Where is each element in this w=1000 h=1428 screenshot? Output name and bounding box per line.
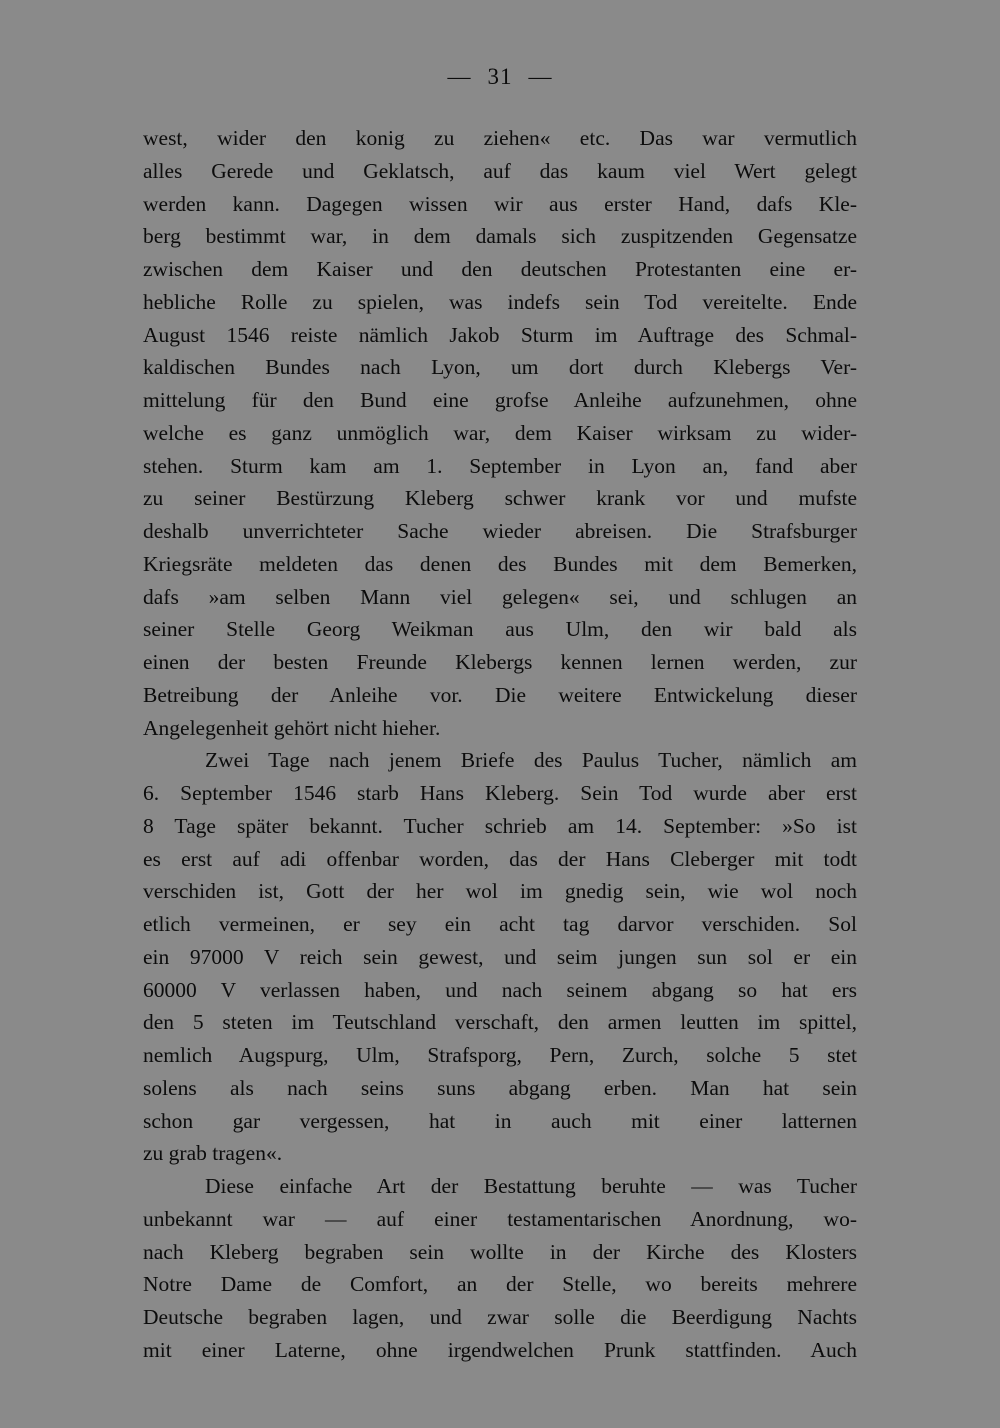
text-line: ein 97000 V reich sein gewest, und seim jungen sun sol er ein: [143, 944, 857, 969]
text-line: Angelegenheit gehört nicht hieher.: [143, 715, 441, 740]
text-line: mittelung für den Bund eine grofse Anleihe aufzunehmen, ohne: [143, 388, 857, 412]
text-line: Zwei Tage nach jenem Briefe des Paulus Tucher, nämlich am: [205, 748, 857, 773]
text-line: August 1546 reiste nämlich Jakob Sturm im Auftrage des Schmal-: [143, 322, 857, 347]
text-line: Notre Dame de Comfort, an der Stelle, wo bereits mehrere: [143, 1272, 857, 1297]
text-line: es erst auf adi offenbar worden, das der Hans Cleberger mit todt: [143, 846, 857, 871]
text-line: dafs »am selben Mann viel gelegen« sei, und schlugen an: [143, 584, 857, 609]
text-line: den 5 steten im Teutschland verschaft, den armen leutten im spittel,: [143, 1010, 857, 1035]
text-line: unbekannt war — auf einer testamentarischen Anordnung, wo-: [143, 1206, 857, 1231]
text-line: 60000 V verlassen haben, und nach seinem abgang so hat ers: [143, 977, 857, 1002]
text-line: etlich vermeinen, er sey ein acht tag darvor verschiden. Sol: [143, 912, 857, 936]
text-line: schon gar vergessen, hat in auch mit einer latternen: [143, 1108, 857, 1133]
text-line: werden kann. Dagegen wissen wir aus erster Hand, dafs Kle-: [143, 191, 857, 216]
text-line: west, wider den konig zu ziehen« etc. Das war vermutlich: [143, 126, 857, 150]
text-line: nemlich Augspurg, Ulm, Strafsporg, Pern, Zurch, solche 5 stet: [143, 1043, 857, 1067]
page-number-value: 31: [487, 64, 513, 89]
text-line: verschiden ist, Gott der her wol im gnedig sein, wie wol noch: [143, 879, 857, 904]
page-number-left-dash: —: [447, 64, 472, 89]
text-line: Betreibung der Anleihe vor. Die weitere Entwickelung dieser: [143, 682, 857, 707]
text-line: kaldischen Bundes nach Lyon, um dort durch Klebergs Ver-: [143, 355, 857, 380]
text-line: seiner Stelle Georg Weikman aus Ulm, den wir bald als: [143, 617, 857, 642]
page-number: [0, 64, 1000, 90]
text-line: nach Kleberg begraben sein wollte in der Kirche des Klosters: [143, 1239, 857, 1264]
text-line: Kriegsräte meldeten das denen des Bundes mit dem Bemerken,: [143, 551, 857, 576]
text-line: zu seiner Bestürzung Kleberg schwer krank vor und mufste: [143, 486, 857, 511]
text-line: solens als nach seins suns abgang erben. Man hat sein: [143, 1075, 857, 1100]
text-line: zu grab tragen«.: [143, 1141, 283, 1166]
text-line: Diese einfache Art der Bestattung beruhte — was Tucher: [205, 1174, 857, 1198]
text-line: deshalb unverrichteter Sache wieder abreisen. Die Strafsburger: [143, 519, 857, 543]
text-line: welche es ganz unmöglich war, dem Kaiser wirksam zu wider-: [143, 420, 857, 445]
text-line: Deutsche begraben lagen, und zwar solle die Beerdigung Nachts: [143, 1305, 857, 1329]
page-number-right-dash: —: [528, 64, 553, 89]
text-line: 8 Tage später bekannt. Tucher schrieb am 14. September: »So ist: [143, 813, 857, 838]
body-text: [143, 122, 857, 1367]
text-line: zwischen dem Kaiser und den deutschen Protestanten eine er-: [143, 257, 857, 281]
text-line: einen der besten Freunde Klebergs kennen lernen werden, zur: [143, 650, 857, 674]
text-line: alles Gerede und Geklatsch, auf das kaum viel Wert gelegt: [143, 158, 857, 183]
text-line: hebliche Rolle zu spielen, was indefs sein Tod vereitelte. Ende: [143, 289, 857, 314]
text-line: 6. September 1546 starb Hans Kleberg. Sein Tod wurde aber erst: [143, 781, 857, 805]
text-line: mit einer Laterne, ohne irgendwelchen Prunk stattfinden. Auch: [143, 1337, 857, 1362]
text-line: berg bestimmt war, in dem damals sich zuspitzenden Gegensatze: [143, 224, 857, 249]
text-line: stehen. Sturm kam am 1. September in Lyon an, fand aber: [143, 453, 857, 478]
